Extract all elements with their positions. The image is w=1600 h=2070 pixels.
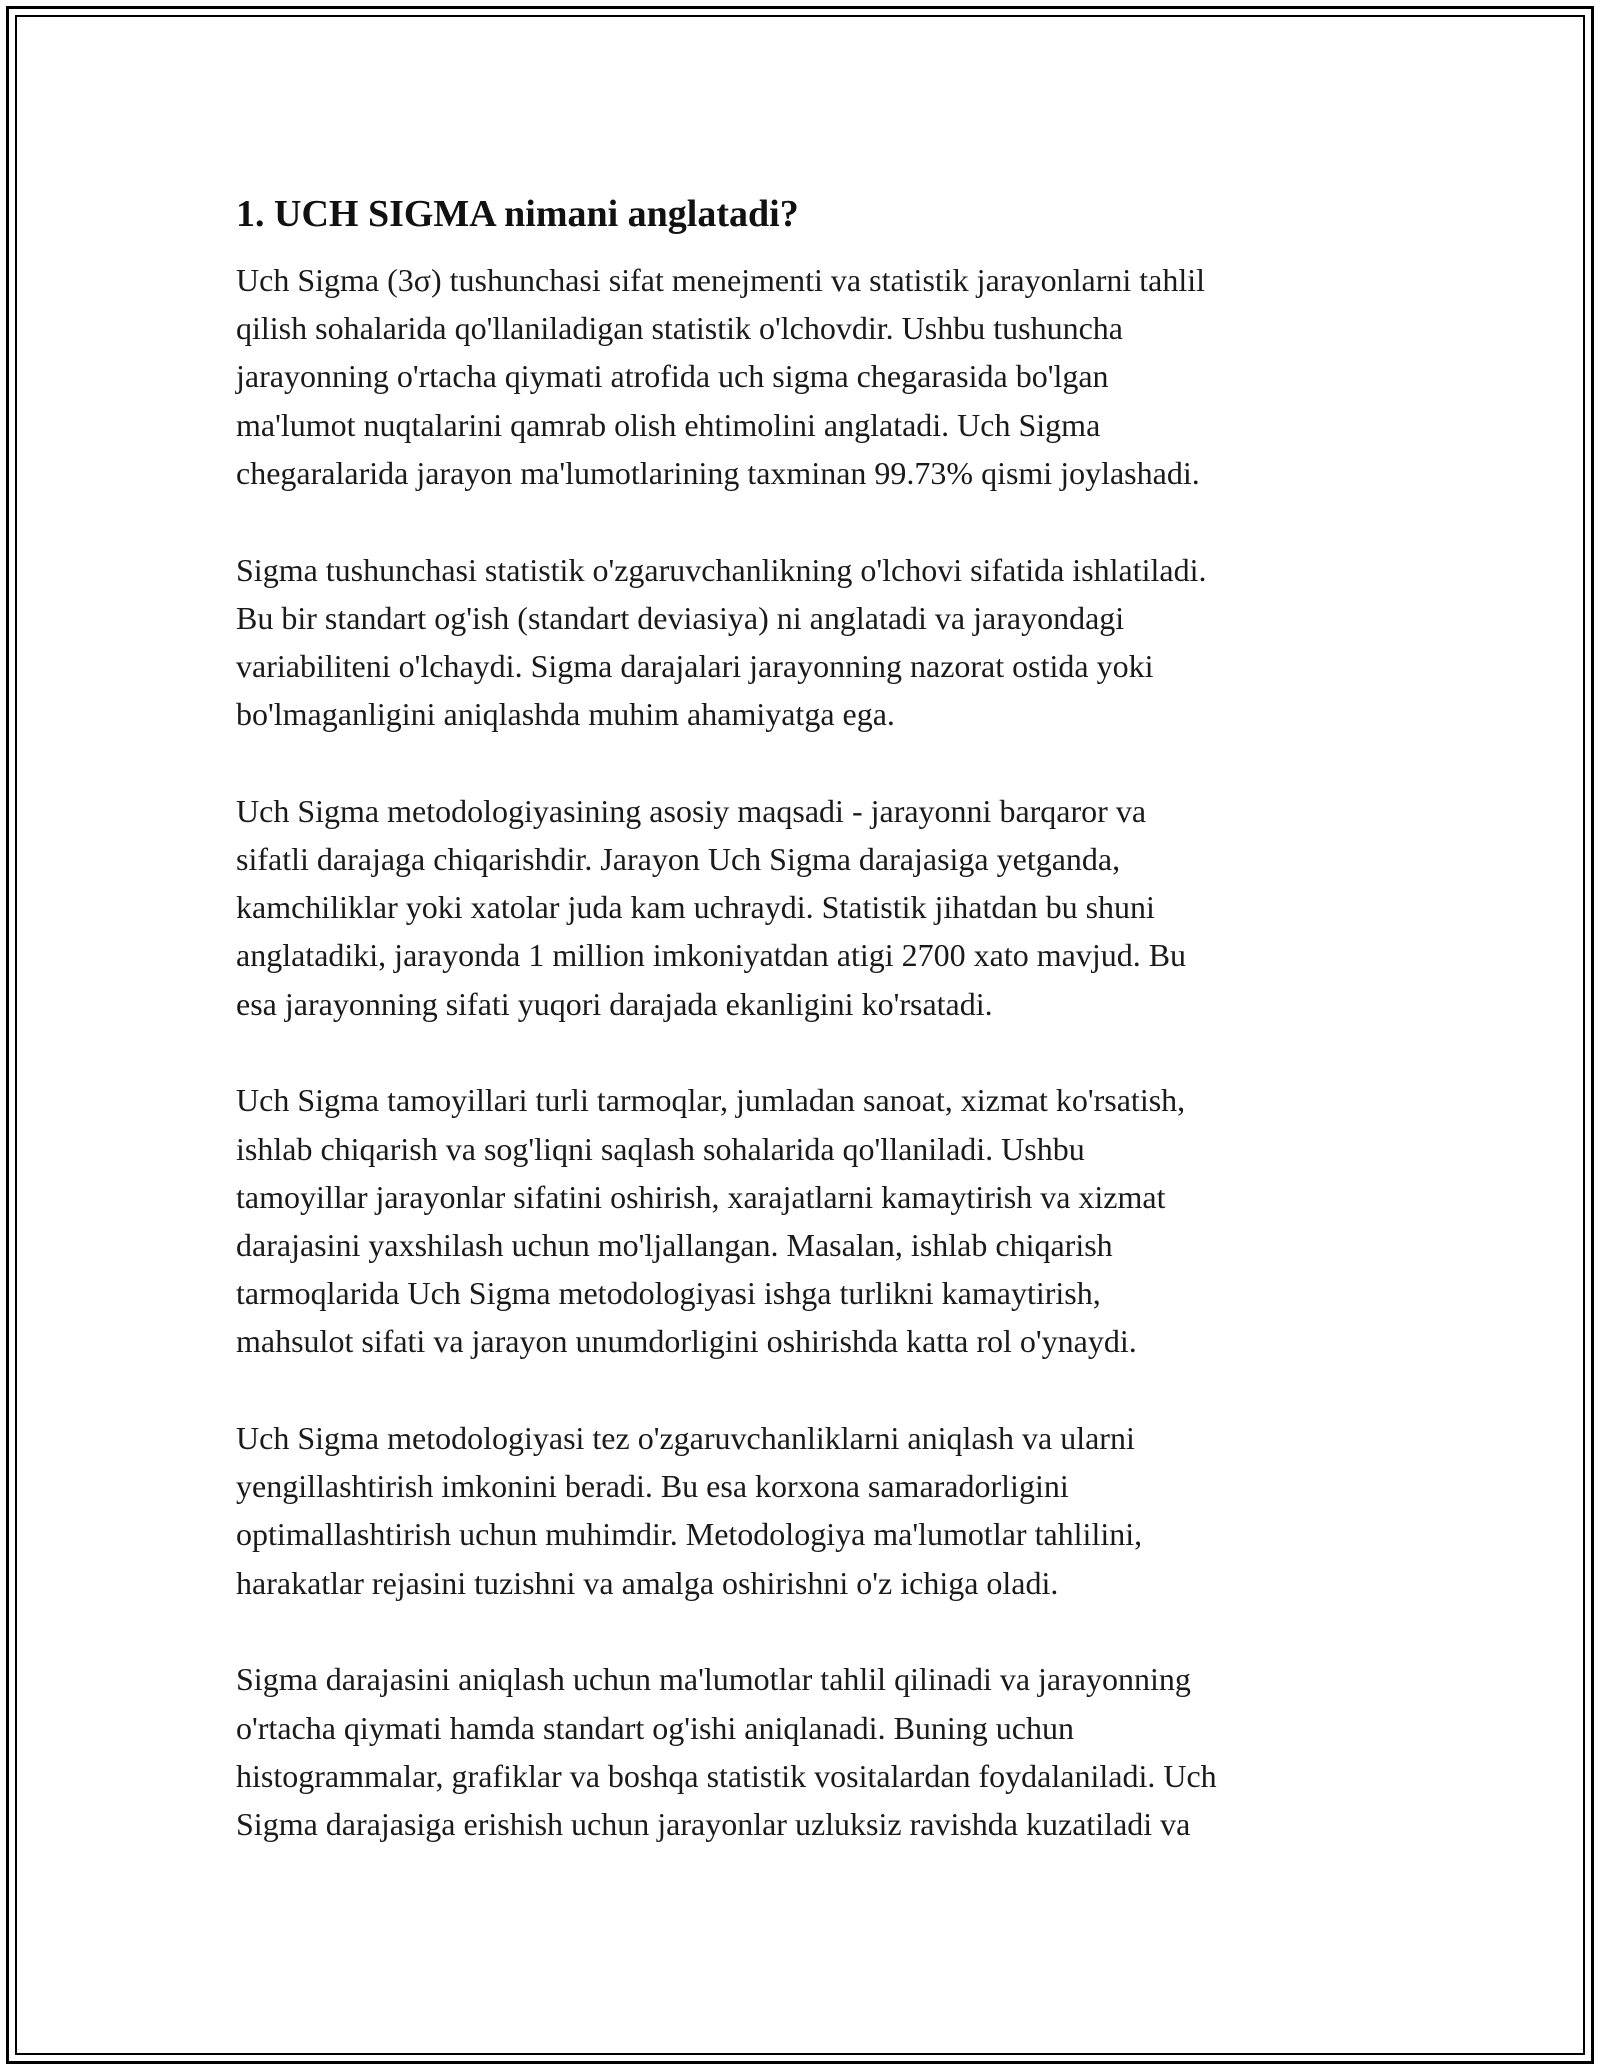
section-heading: 1. UCH SIGMA nimani anglatadi? xyxy=(236,193,799,235)
document-body xyxy=(236,186,1364,1848)
paragraph-3: Uch Sigma metodologiyasining asosiy maqsadi - jarayonni barqaror va sifatli darajaga chiqarishdir. Jarayon Uch Sigma darajasiga yetganda, kamchiliklar yoki xatolar juda kam uchraydi. Statistik jihatdan bu shuni anglatadiki, jarayonda 1 million imkoniyatdan atigi 2700 xato mavjud. Bu esa jarayonning sifati yuqori darajada ekanligini ko'rsatadi. xyxy=(236,792,1187,1022)
paragraph-5: Uch Sigma metodologiyasi tez o'zgaruvchanliklarni aniqlash va ularni yengillashtirish imkonini beradi. Bu esa korxona samaradorligini optimallashtirish uchun muhimdir. Metodologiya ma'lumotlar tahlilini, harakatlar rejasini tuzishni va amalga oshirishni o'z ichiga oladi. xyxy=(236,1420,1143,1601)
paragraph-1: Uch Sigma (3σ) tushunchasi sifat menejmenti va statistik jarayonlarni tahlil qilish sohalarida qo'llaniladigan statistik o'lchovdir. Ushbu tushuncha jarayonning o'rtacha qiymati atrofida uch sigma chegarasida bo'lgan ma'lumot nuqtalarini qamrab olish ehtimolini anglatadi. Uch Sigma chegaralarida jarayon ma'lumotlarining taxminan 99.73% qismi joylashadi. xyxy=(236,262,1206,491)
paragraph-2: Sigma tushunchasi statistik o'zgaruvchanlikning o'lchovi sifatida ishlatiladi. Bu bir standart og'ish (standart deviasiya) ni anglatadi va jarayondagi variabiliteni o'lchaydi. Sigma darajalari jarayonning nazorat ostida yoki bo'lmaganligini aniqlashda muhim ahamiyatga ega. xyxy=(236,551,1207,733)
paragraph-6: Sigma darajasini aniqlash uchun ma'lumotlar tahlil qilinadi va jarayonning o'rtacha qiymati hamda standart og'ishi aniqlanadi. Buning uchun histogrammalar, grafiklar va boshqa statistik vositalardan foydalaniladi. Uch Sigma darajasiga erishish uchun jarayonlar uzluksiz ravishda kuzatiladi va xyxy=(236,1661,1217,1842)
paragraph-4: Uch Sigma tamoyillari turli tarmoqlar, jumladan sanoat, xizmat ko'rsatish, ishlab chiqarish va sog'liqni saqlash sohalarida qo'llaniladi. Ushbu tamoyillar jarayonlar sifatini oshirish, xarajatlarni kamaytirish va xizmat darajasini yaxshilash uchun mo'ljallangan. Masalan, ishlab chiqarish tarmoqlarida Uch Sigma metodologiyasi ishga turlikni kamaytirish, mahsulot sifati va jarayon unumdorligini oshirishda katta rol o'ynaydi. xyxy=(236,1082,1186,1360)
